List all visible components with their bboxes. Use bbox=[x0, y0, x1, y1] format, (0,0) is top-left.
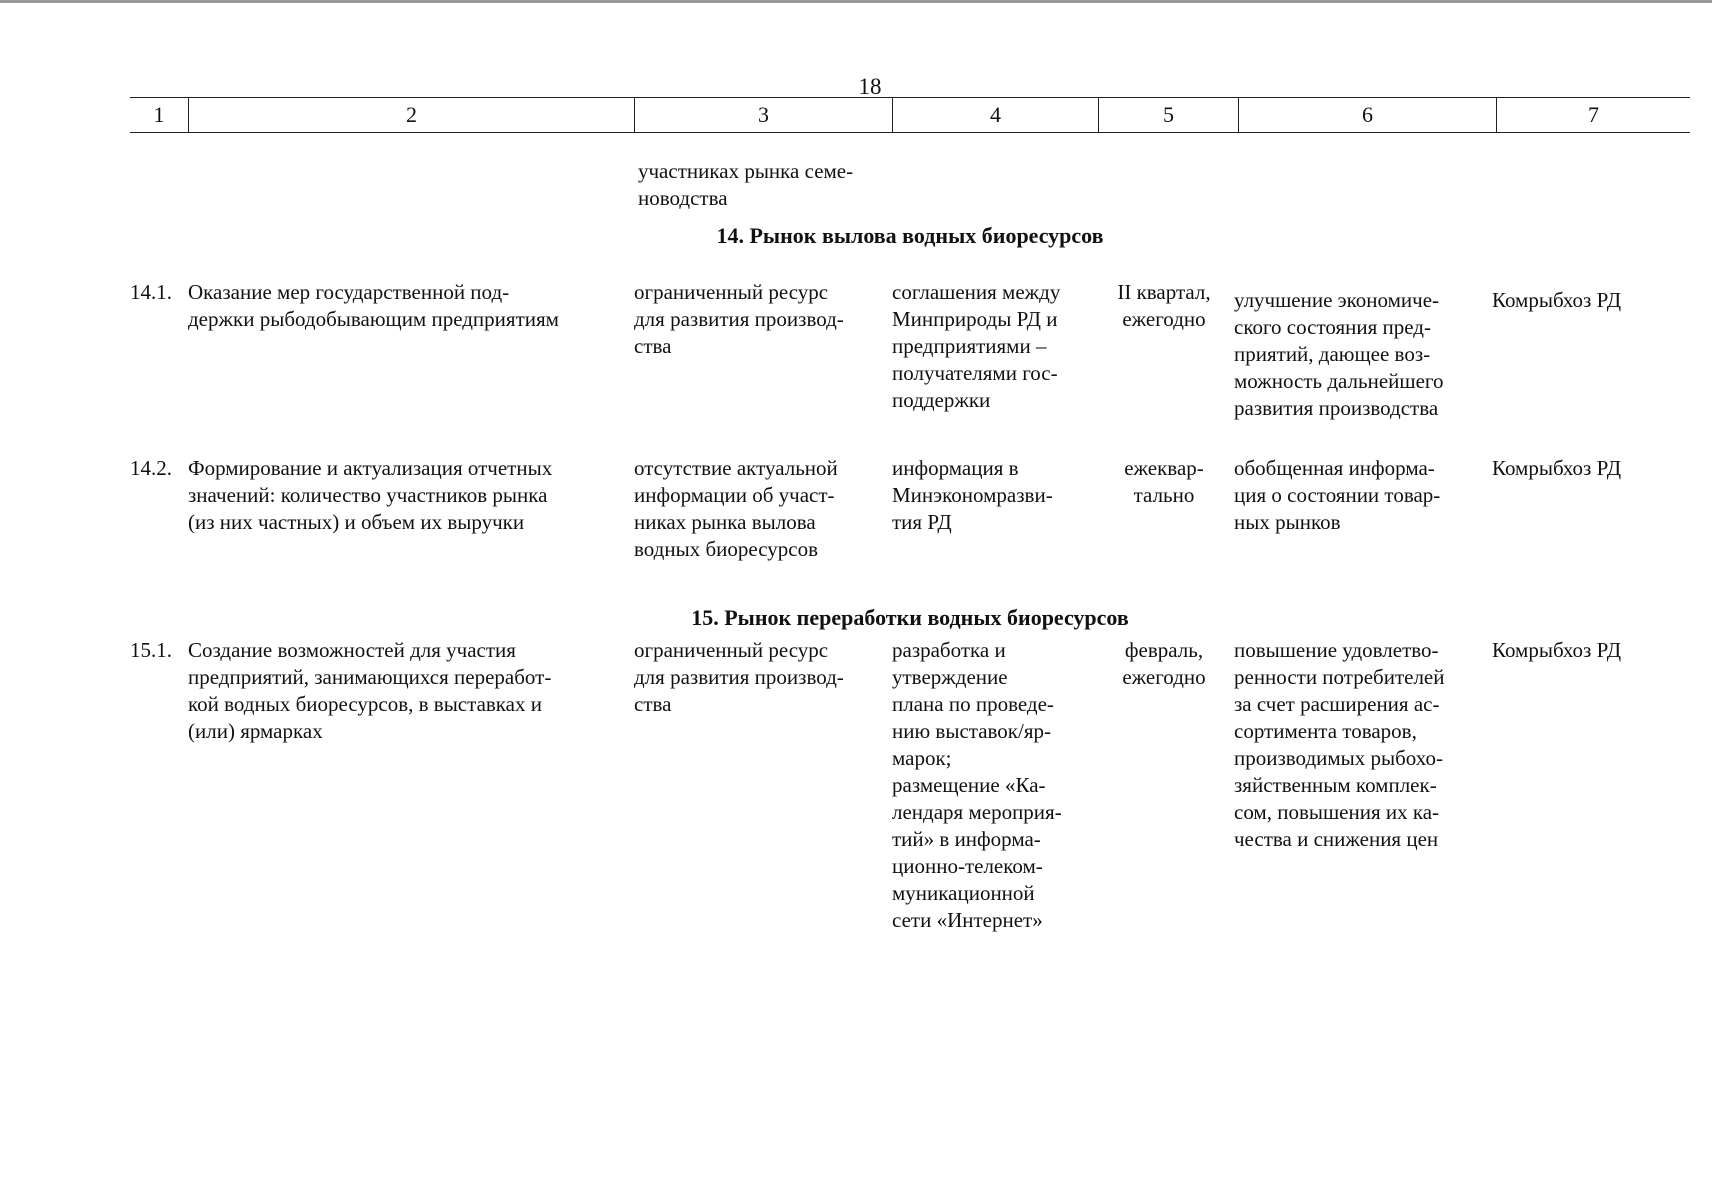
deadline-line: ежегодно bbox=[1122, 665, 1206, 689]
measure-cell bbox=[188, 279, 620, 333]
row-number: 15.1. bbox=[130, 638, 172, 662]
header-col-7: 7 bbox=[1496, 98, 1690, 132]
problem-line: для развития производ- bbox=[634, 665, 844, 689]
table-header-row bbox=[130, 97, 1690, 133]
deadline-cell bbox=[1108, 455, 1220, 509]
problem-line: отсутствие актуальной bbox=[634, 456, 838, 480]
indicator-line: ского состояния пред- bbox=[1234, 315, 1431, 339]
result-doc-line: получателями гос- bbox=[892, 361, 1058, 385]
measure-line: (из них частных) и объем их выручки bbox=[188, 510, 525, 534]
deadline-line: ежеквар- bbox=[1124, 456, 1204, 480]
result-doc-line: марок; bbox=[892, 746, 952, 770]
problem-line: ства bbox=[634, 692, 672, 716]
result-doc-line: нию выставок/яр- bbox=[892, 719, 1051, 743]
result-doc-line: соглашения между bbox=[892, 280, 1061, 304]
header-col-3: 3 bbox=[634, 98, 892, 132]
indicator-line: ных рынков bbox=[1234, 510, 1341, 534]
problem-line: ограниченный ресурс bbox=[634, 638, 829, 662]
result-doc-line: поддержки bbox=[892, 388, 991, 412]
result-doc-line: плана по проведе- bbox=[892, 692, 1054, 716]
indicator-line: ренности потребителей bbox=[1234, 665, 1445, 689]
measure-line: Оказание мер государственной под- bbox=[188, 280, 510, 304]
result-doc-line: информация в bbox=[892, 456, 1019, 480]
indicator-line: ция о состоянии товар- bbox=[1234, 483, 1441, 507]
measure-line: держки рыбодобывающим предприятиям bbox=[188, 307, 559, 331]
deadline-cell bbox=[1108, 637, 1220, 691]
result-doc-line: Минприроды РД и bbox=[892, 307, 1058, 331]
indicator-cell bbox=[1234, 287, 1474, 422]
result-doc-line: ционно-телеком- bbox=[892, 854, 1043, 878]
indicator-cell bbox=[1234, 455, 1474, 536]
measure-line: предприятий, занимающихся переработ- bbox=[188, 665, 552, 689]
measure-cell bbox=[188, 637, 620, 745]
responsible-cell: Комрыбхоз РД bbox=[1492, 288, 1622, 312]
indicator-line: зяйственным комплек- bbox=[1234, 773, 1437, 797]
continuation-text bbox=[638, 158, 898, 212]
deadline-cell bbox=[1108, 279, 1220, 333]
problem-line: для развития производ- bbox=[634, 307, 844, 331]
header-col-1: 1 bbox=[153, 102, 165, 127]
indicator-line: производимых рыбохо- bbox=[1234, 746, 1443, 770]
measure-cell bbox=[188, 455, 620, 536]
scan-edge bbox=[0, 0, 1712, 3]
result-doc-line: разработка и bbox=[892, 638, 1006, 662]
result-doc-line: муникационной bbox=[892, 881, 1035, 905]
section-title-14: 14. Рынок вылова водных биоресурсов bbox=[716, 223, 1104, 248]
indicator-line: развития производства bbox=[1234, 396, 1439, 420]
problem-cell bbox=[634, 279, 886, 360]
measure-line: Формирование и актуализация отчетных bbox=[188, 456, 553, 480]
deadline-line: II квартал, bbox=[1117, 280, 1211, 304]
problem-cell bbox=[634, 455, 886, 563]
result-doc-line: Минэкономразви- bbox=[892, 483, 1053, 507]
result-doc-line: утверждение bbox=[892, 665, 1008, 689]
problem-line: информации об участ- bbox=[634, 483, 835, 507]
problem-line: ства bbox=[634, 334, 672, 358]
row-number: 14.2. bbox=[130, 456, 172, 480]
indicator-cell bbox=[1234, 637, 1474, 853]
deadline-line: февраль, bbox=[1124, 638, 1204, 662]
result-doc-cell bbox=[892, 279, 1092, 414]
result-doc-line: предприятиями – bbox=[892, 334, 1047, 358]
continuation-line-2: новодства bbox=[638, 186, 728, 210]
indicator-line: повышение удовлетво- bbox=[1234, 638, 1439, 662]
result-doc-line: лендаря мероприя- bbox=[892, 800, 1062, 824]
measure-line: Создание возможностей для участия bbox=[188, 638, 516, 662]
continuation-line-1: участниках рынка семе- bbox=[638, 159, 854, 183]
result-doc-line: тий» в информа- bbox=[892, 827, 1041, 851]
row-number: 14.1. bbox=[130, 280, 172, 304]
indicator-line: приятий, дающее воз- bbox=[1234, 342, 1431, 366]
measure-line: значений: количество участников рынка bbox=[188, 483, 548, 507]
result-doc-cell bbox=[892, 637, 1092, 934]
indicator-line: обобщенная информа- bbox=[1234, 456, 1435, 480]
deadline-line: тально bbox=[1133, 483, 1195, 507]
measure-line: кой водных биоресурсов, в выставках и bbox=[188, 692, 542, 716]
problem-line: никах рынка вылова bbox=[634, 510, 816, 534]
problem-line: ограниченный ресурс bbox=[634, 280, 829, 304]
result-doc-line: сети «Интернет» bbox=[892, 908, 1043, 932]
indicator-line: можность дальнейшего bbox=[1234, 369, 1444, 393]
responsible-cell: Комрыбхоз РД bbox=[1492, 638, 1622, 662]
result-doc-line: размещение «Ка- bbox=[892, 773, 1046, 797]
result-doc-line: тия РД bbox=[892, 510, 952, 534]
indicator-line: чества и снижения цен bbox=[1234, 827, 1439, 851]
section-title-15: 15. Рынок переработки водных биоресурсов bbox=[691, 605, 1129, 630]
header-col-2: 2 bbox=[188, 98, 634, 132]
problem-line: водных биоресурсов bbox=[634, 537, 818, 561]
result-doc-cell bbox=[892, 455, 1092, 536]
deadline-line: ежегодно bbox=[1122, 307, 1206, 331]
header-col-5: 5 bbox=[1098, 98, 1238, 132]
problem-cell bbox=[634, 637, 886, 718]
responsible-cell: Комрыбхоз РД bbox=[1492, 456, 1622, 480]
indicator-line: за счет расширения ас- bbox=[1234, 692, 1440, 716]
header-col-6: 6 bbox=[1238, 98, 1496, 132]
indicator-line: сортимента товаров, bbox=[1234, 719, 1417, 743]
page-number: 18 bbox=[858, 74, 882, 99]
measure-line: (или) ярмарках bbox=[188, 719, 323, 743]
header-col-4: 4 bbox=[892, 98, 1098, 132]
indicator-line: улучшение экономиче- bbox=[1234, 288, 1440, 312]
indicator-line: сом, повышения их ка- bbox=[1234, 800, 1440, 824]
